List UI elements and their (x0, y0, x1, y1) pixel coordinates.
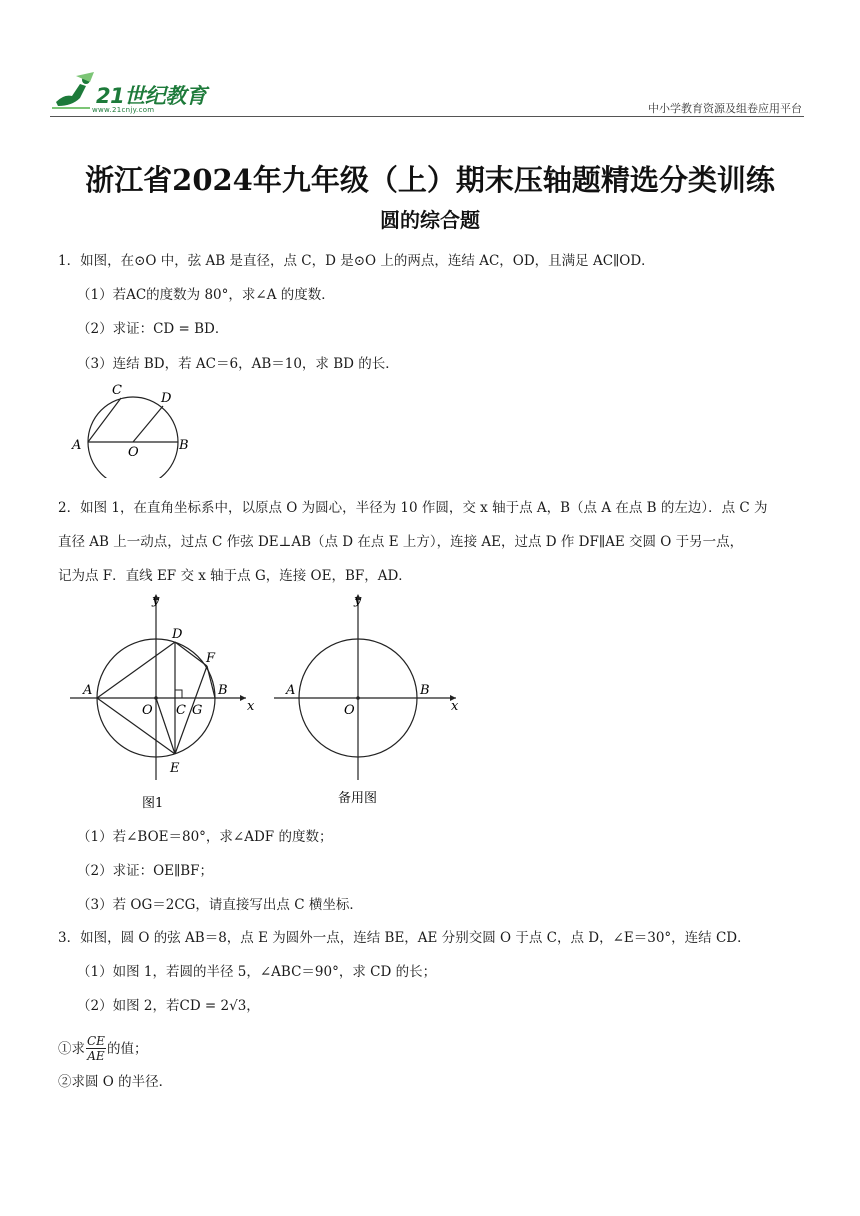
site-logo (50, 70, 220, 116)
q3-fraction (86, 1034, 106, 1063)
q3-part2-math: CD = 2√3， (179, 998, 260, 1014)
q2-figure-1 (68, 590, 268, 820)
q2-fig2-label-x: x (451, 699, 459, 714)
q3-part4: ②求圆 O 的半径． (58, 1074, 173, 1090)
q2-fig1-label-g: G (192, 703, 203, 718)
q1-stem: 1．如图，在⊙O 中，弦 AB 是直径，点 C，D 是⊙O 上的两点，连结 AC，OD，且满足 AC∥OD． (58, 253, 655, 269)
q1-part2: （2）求证：CD = BD． (77, 321, 229, 337)
q2-fig2-label-y: y (354, 593, 362, 608)
q2-part2: （2）求证：OE∥BF； (77, 863, 214, 879)
page-header (50, 66, 804, 116)
q3-part3-prefix: ①求 (58, 1040, 85, 1057)
q2-fig2-caption: 备用图 (338, 791, 378, 806)
q2-fig1-caption: 图1 (142, 796, 164, 811)
q2-fig2-label-a: A (286, 683, 296, 698)
q2-part3: （3）若 OG＝2CG，请直接写出点 C 横坐标． (77, 897, 363, 913)
page-title: 浙江省2024年九年级（上）期末压轴题精选分类训练 (85, 163, 775, 197)
q2-figure-2 (270, 590, 470, 810)
q1-part3: （3）连结 BD，若 AC＝6，AB＝10，求 BD 的长． (77, 356, 399, 372)
q3-part3-suffix: 的值； (106, 1040, 148, 1057)
q2-fig1-label-f: F (206, 651, 216, 666)
q2-fig1-label-x: x (247, 699, 255, 714)
q2-stem-line2: 直径 AB 上一动点，过点 C 作弦 DE⊥AB（点 D 在点 E 上方），连接 AE，过点 D 作 DF∥AE 交圆 O 于另一点， (58, 534, 744, 550)
q2-stem-line1: 2．如图 1，在直角坐标系中，以原点 O 为圆心，半径为 10 作圆，交 x 轴于点 A，B（点 A 在点 B 的左边）．点 C 为 (58, 500, 768, 516)
q1-label-a: A (72, 438, 82, 453)
q1-figure (66, 378, 196, 478)
q1-label-o: O (128, 445, 139, 460)
q2-fig1-label-c: C (176, 703, 186, 718)
q3-part2-prefix: （2）如图 2，若 (77, 998, 180, 1014)
platform-name: 中小学教育资源及组卷应用平台 (648, 102, 802, 115)
header-divider (50, 116, 804, 117)
logo-url: www.21cnjy.com (92, 106, 155, 114)
q2-fig2-label-b: B (420, 683, 430, 698)
q2-fig1-label-d: D (172, 627, 183, 642)
q2-fig1-label-o: O (142, 703, 153, 718)
q1-label-b: B (179, 438, 189, 453)
q1-part1: （1）若AC的度数为 80°，求∠A 的度数． (77, 287, 335, 303)
q2-fig1-label-b: B (218, 683, 228, 698)
q2-fig1-label-a: A (83, 683, 93, 698)
q1-label-d: D (161, 391, 172, 406)
q3-part2 (77, 997, 260, 1015)
q3-stem: 3．如图，圆 O 的弦 AB＝8，点 E 为圆外一点，连结 BE，AE 分别交圆 O 于点 C，点 D，∠E＝30°，连结 CD． (58, 930, 751, 946)
logo-text: 21世纪教育 (96, 84, 207, 108)
q2-part1: （1）若∠BOE＝80°，求∠ADF 的度数； (77, 829, 333, 845)
q3-part1: （1）如图 1，若圆的半径 5，∠ABC＝90°，求 CD 的长； (77, 964, 437, 980)
q1-label-c: C (112, 383, 122, 398)
q2-fig1-label-e: E (170, 761, 180, 776)
q3-part3 (58, 1034, 147, 1063)
q2-fig2-label-o: O (344, 703, 355, 718)
q3-fraction-denominator: AE (87, 1049, 105, 1063)
q3-fraction-numerator: CE (87, 1034, 105, 1048)
q2-fig1-label-y: y (152, 593, 160, 608)
runner-logo-icon (50, 72, 96, 112)
q2-stem-line3: 记为点 F．直线 EF 交 x 轴于点 G，连接 OE，BF，AD． (58, 568, 412, 584)
page-subtitle: 圆的综合题 (380, 208, 480, 232)
